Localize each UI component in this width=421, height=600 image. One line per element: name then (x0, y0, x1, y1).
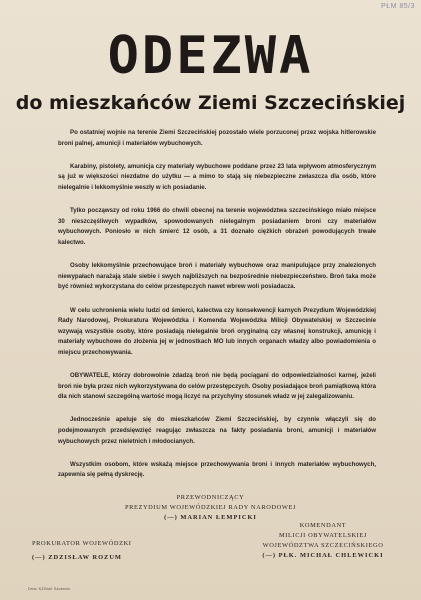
poster-subtitle: do mieszkańców Ziemi Szczecińskiej (15, 92, 406, 114)
signature-name: (—) ZDZISŁAW ROZUM (32, 554, 122, 561)
signature-role: PREZYDIUM WOJEWÓDZKIEJ RADY NARODOWEJ (124, 504, 297, 511)
paragraph: Jednocześnie apeluje się do mieszkańców Ziemi Szczecińskiej, by czynnie włączyli się do podejmowanych przedsięwzięć reagując zwłaszcza na fakty posiadania broni, amunicji i materiałów wybuchowych przez nieletnich i młodocianych. (58, 416, 376, 445)
paragraph: Osoby lekkomyślnie przechowujące broń i materiały wybuchowe oraz manipulujące przy znalezionych niewypałach narażają stale siebie i swych najbliższych na bezpośrednie niebezpieczeństwo. Broń taka może być również wykorzystana do celów przestępczych nawet wbrew woli posiadacza. (58, 262, 376, 291)
paragraph: W celu uchronienia wielu ludzi od śmierci, kalectwa czy konsekwencji karnych Prezydium Wojewódzkiej Rady Narodowej, Prokuratura Wojewódzka i Komenda Wojewódzka Milicji Obywatelskiej w Szczecinie wzywają wszystkie osoby, które posiadają nielegalnie broń oryginalną czy własnej konstrukcji, amunicję i materiały wybuchowe do złożenia jej w jednostkach MO lub innych organach władzy albo powiadomienia o miejscu przechowywania. (58, 306, 376, 356)
paragraph: Po ostatniej wojnie na terenie Ziemi Szczecińskiej pozostało wiele porzuconej przez wojska hitlerowskie broni palnej, amunicji i materiałów wybuchowych. (58, 129, 376, 147)
signature-name: (—) MARIAN ŁEMPICKI (164, 514, 257, 521)
poster-title: ODEZWA (107, 26, 314, 86)
paragraph: Karabiny, pistolety, amunicja czy materiały wybuchowe poddane przez 23 lata wpływom atmosferycznym są już w większości niezdatne do użytku — a mimo to stają się niebezpieczne zwłaszcza dla osób, które nielegalnie i lekkomyślnie weszły w ich posiadanie. (58, 162, 376, 191)
signature-role: WOJEWÓDZTWA SZCZECIŃSKIEGO (262, 542, 384, 549)
printer-note: Druk. KZGraf. Szczecin (28, 586, 70, 591)
archive-mark: PŁM 85/3 (381, 3, 415, 10)
signature-role: MILICJI OBYWATELSKIEJ (278, 532, 368, 539)
paragraph: OBYWATELE, którzy dobrowolnie zdadzą broń nie będą pociągani do odpowiedzialności karnej, jeżeli broń nie była przez nich wykorzystywana do celów przestępczych. Osoby posiadające broń pamiątkową która dla nich stanowi szczególną wartość mogą liczyć na przychylny stosunek władz w jej zalegalizowaniu. (58, 372, 376, 401)
signature-role: KOMENDANT (299, 522, 347, 529)
signature-role: PROKURATOR WOJEWÓDZKI (32, 540, 132, 547)
paragraph: Tylko począwszy od roku 1966 do chwili obecnej na terenie województwa szczecińskiego miało miejsce 30 nieszczęśliwych wypadków, spowodowanych nielegalnym posiadaniem broni czy materiałów wybuchowych. Poniosło w nich śmierć 12 osób, a 31 doznało ciężkich obrażeń powodujących trwałe kalectwo. (58, 207, 376, 246)
paragraph: Wszystkim osobom, które wskażą miejsce przechowywania broni i innych materiałów wybuchowych, zapewnia się pełną dyskrecję. (58, 460, 376, 479)
signature-name: (—) PŁK. MICHAŁ CHLEWICKI (262, 552, 384, 559)
signature-commander (228, 521, 418, 561)
signature-prosecutor (32, 539, 202, 563)
signature-chairman (0, 493, 421, 523)
signature-role: PRZEWODNICZĄCY (176, 494, 245, 501)
poster-body (58, 128, 376, 494)
